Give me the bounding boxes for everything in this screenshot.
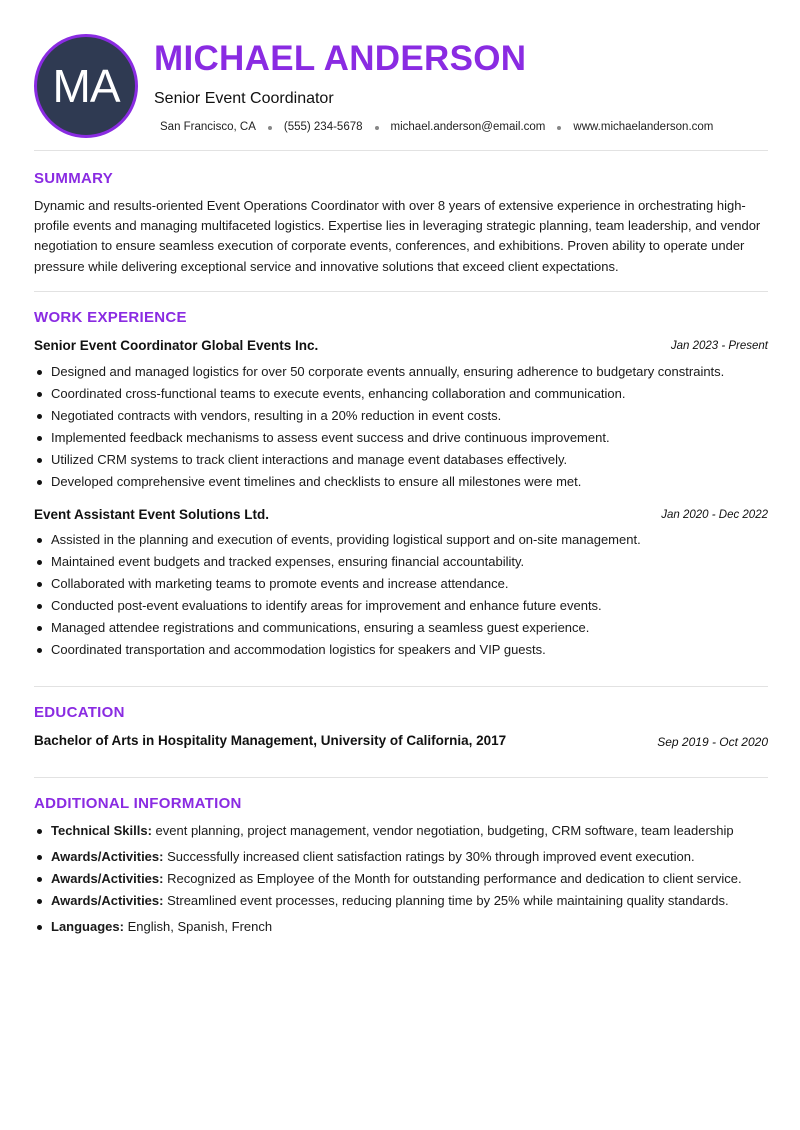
contact-location: San Francisco, CA [160,121,256,133]
list-item [34,868,774,890]
list-item [34,846,774,868]
info-label: Awards/Activities: [51,849,164,864]
list-item: Managed attendee registrations and communications, ensuring a seamless guest experience. [34,617,768,639]
contact-website[interactable]: www.michaelanderson.com [573,121,714,133]
contact-phone: (555) 234-5678 [283,121,363,133]
education-dates: Sep 2019 - Oct 2020 [657,735,768,749]
list-item [34,820,774,842]
job-dates: Jan 2020 - Dec 2022 [661,509,768,521]
info-label: Awards/Activities: [51,893,164,908]
list-item: Coordinated cross-functional teams to execute events, enhancing collaboration and communication. [34,383,768,405]
contact-line [160,121,713,133]
education-entry [34,733,768,753]
list-item: Collaborated with marketing teams to promote events and increase attendance. [34,573,768,595]
summary-heading: SUMMARY [34,170,114,187]
education-degree: Bachelor of Arts in Hospitality Management, University of California, 2017 [34,733,507,748]
section-divider [34,150,768,151]
list-item: Developed comprehensive event timelines and checklists to ensure all milestones were met. [34,471,768,493]
contact-email[interactable]: michael.anderson@email.com [390,121,546,133]
section-divider [34,777,768,778]
separator-dot-icon [375,126,379,130]
list-item [34,916,774,938]
job-role-company: Senior Event Coordinator Global Events Inc. [34,338,319,353]
additional-list [34,820,774,938]
info-label: Awards/Activities: [51,871,164,886]
list-item: Negotiated contracts with vendors, resulting in a 20% reduction in event costs. [34,405,768,427]
education-heading: EDUCATION [34,704,125,721]
separator-dot-icon [557,126,561,130]
candidate-name: MICHAEL ANDERSON [154,39,527,78]
avatar [34,34,138,138]
job-dates: Jan 2023 - Present [670,340,768,352]
info-text: Successfully increased client satisfaction ratings by 30% through improved event execution. [163,849,695,864]
job-header [34,338,768,356]
list-item: Coordinated transportation and accommodation logistics for speakers and VIP guests. [34,639,768,661]
candidate-title: Senior Event Coordinator [154,90,334,107]
separator-dot-icon [268,126,272,130]
list-item: Utilized CRM systems to track client interactions and manage event databases effectively. [34,449,768,471]
job-bullets [34,529,768,661]
job-bullets [34,361,768,493]
list-item: Conducted post-event evaluations to identify areas for improvement and enhance future events. [34,595,768,617]
summary-text: Dynamic and results-oriented Event Operations Coordinator with over 8 years of extensive experience in orchestrating high-profile events and managing multifaceted logistics. Expertise lies in leveraging strategic planning, team leadership, and vendor negotiation to ensure seamless execution of corporate events, conferences, and exhibitions. Proven ability to operate under pressure while delivering exceptional service and innovative solutions that exceed client expectations. [34,198,761,274]
info-label: Technical Skills: [51,823,152,838]
job-header [34,507,768,525]
info-text: Streamlined event processes, reducing planning time by 25% while maintaining quality standards. [163,893,729,908]
section-divider [34,686,768,687]
avatar-initials: MA [52,60,120,112]
resume-header [34,34,768,152]
list-item: Implemented feedback mechanisms to assess event success and drive continuous improvement. [34,427,768,449]
info-text: English, Spanish, French [123,919,273,934]
list-item: Designed and managed logistics for over 50 corporate events annually, ensuring adherence to budgetary constraints. [34,361,768,383]
info-text: Recognized as Employee of the Month for outstanding performance and dedication to client service. [163,871,742,886]
job-role-company: Event Assistant Event Solutions Ltd. [34,507,270,522]
list-item: Assisted in the planning and execution of events, providing logistical support and on-site management. [34,529,768,551]
additional-heading: ADDITIONAL INFORMATION [34,795,242,812]
list-item: Maintained event budgets and tracked expenses, ensuring financial accountability. [34,551,768,573]
list-item [34,890,774,912]
experience-heading: WORK EXPERIENCE [34,309,187,326]
info-text: event planning, project management, vendor negotiation, budgeting, CRM software, team leadership [151,823,734,838]
section-divider [34,291,768,292]
info-label: Languages: [51,919,124,934]
